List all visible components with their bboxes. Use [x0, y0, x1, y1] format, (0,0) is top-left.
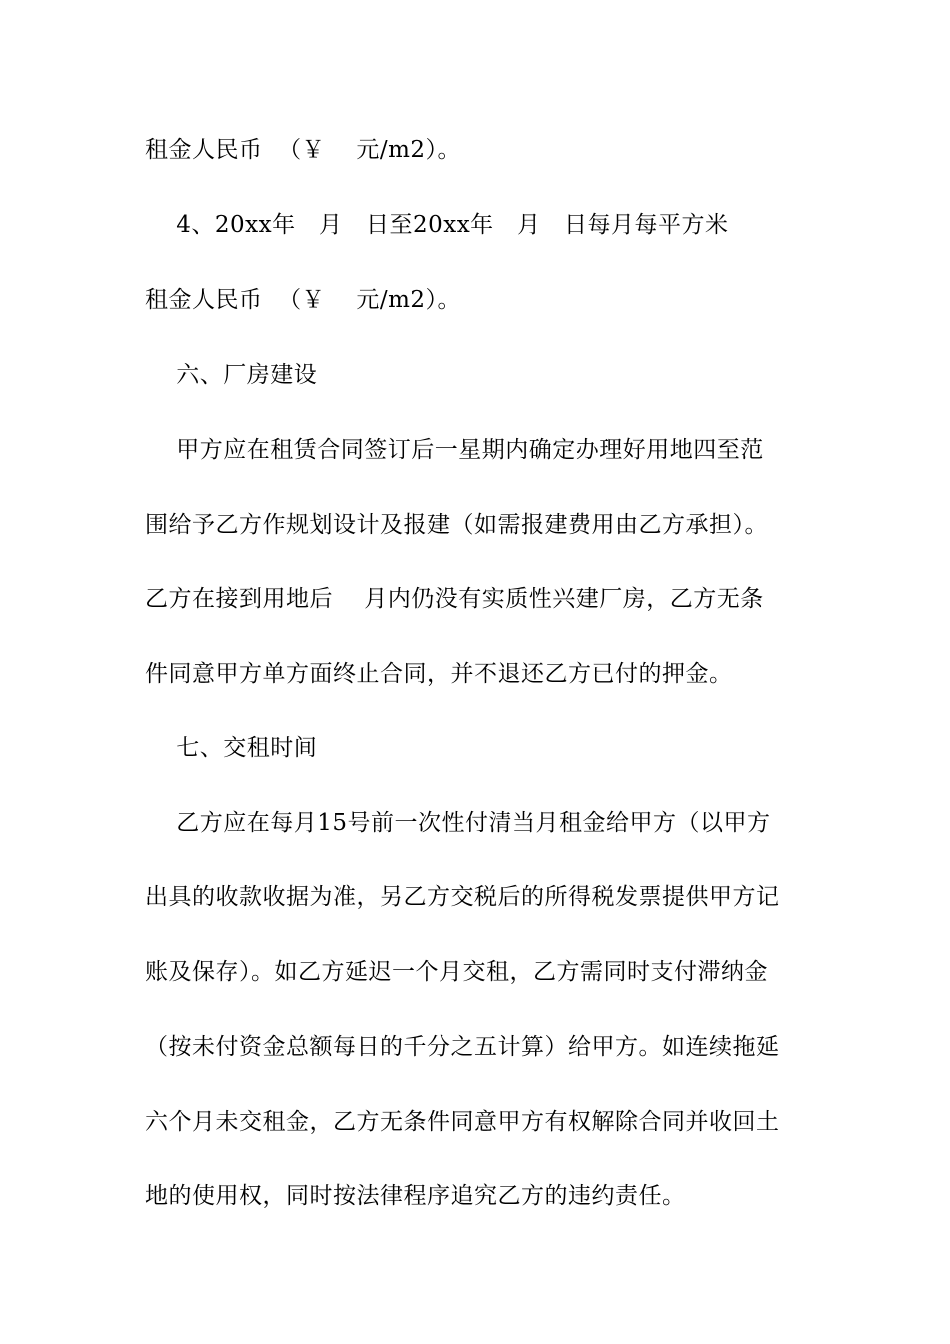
- paragraph-line: 围给予乙方作规划设计及报建（如需报建费用由乙方承担）。: [145, 512, 768, 538]
- text-line-period-4: 4、20xx年 月 日至20xx年 月 日每月每平方米: [145, 212, 729, 238]
- text-line-rent-rate-2: 租金人民币 （￥ 元/m2）。: [145, 287, 462, 313]
- paragraph-line: 账及保存）。如乙方延迟一个月交租，乙方需同时支付滞纳金: [145, 959, 768, 985]
- paragraph-line: 乙方应在每月15号前一次性付清当月租金给甲方（以甲方: [145, 810, 771, 836]
- paragraph-line: 地的使用权，同时按法律程序追究乙方的违约责任。: [145, 1183, 686, 1209]
- paragraph-line: 乙方在接到用地后 月内仍没有实质性兴建厂房，乙方无条: [145, 586, 764, 612]
- section-heading-rent-payment-time: 七、交租时间: [145, 735, 318, 761]
- paragraph-line: 件同意甲方单方面终止合同，并不退还乙方已付的押金。: [145, 661, 733, 687]
- paragraph-line: 甲方应在租赁合同签订后一星期内确定办理好用地四至范: [145, 437, 764, 463]
- paragraph-line: 六个月未交租金，乙方无条件同意甲方有权解除合同并收回土: [145, 1109, 780, 1135]
- paragraph-line: 出具的收款收据为准，另乙方交税后的所得税发票提供甲方记: [145, 884, 780, 910]
- paragraph-line: （按未付资金总额每日的千分之五计算）给甲方。如连续拖延: [145, 1034, 780, 1060]
- section-heading-factory-construction: 六、厂房建设: [145, 362, 318, 388]
- text-line-rent-rate-1: 租金人民币 （￥ 元/m2）。: [145, 137, 462, 163]
